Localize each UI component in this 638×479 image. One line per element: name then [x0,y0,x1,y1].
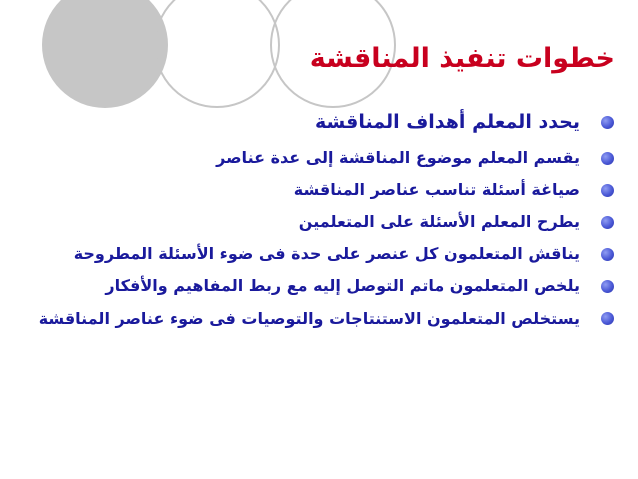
bullet-icon [601,280,614,293]
bullet-item [18,178,618,202]
bullet-icon [601,248,614,261]
bullet-text: صياغة أسئلة تناسب عناصر المناقشة [293,180,580,199]
bullet-text: يلخص المتعلمون ماتم التوصل إليه مع ربط المفاهيم والأفكار [105,276,580,295]
bullet-text: يناقش المتعلمون كل عنصر على حدة فى ضوء الأسئلة المطروحة [73,244,580,263]
bullet-item [18,306,618,331]
bullet-item [18,146,618,170]
bullet-item [18,274,618,298]
bullet-item [18,210,618,234]
bullet-list [18,108,618,339]
bullet-item [18,242,618,266]
outline-circle [155,0,279,107]
slide-title: خطوات تنفيذ المناقشة [309,43,615,74]
bullet-text: يستخلص المتعلمون الاستنتاجات والتوصيات فى ضوء عناصر المناقشة [38,309,580,328]
filled-circle [42,0,168,108]
bullet-icon [601,312,614,325]
bullet-icon [601,152,614,165]
bullet-text: يقسم المعلم موضوع المناقشة إلى عدة عناصر [216,148,580,167]
bullet-icon [601,184,614,197]
bullet-icon [601,216,614,229]
bullet-text: يطرح المعلم الأسئلة على المتعلمين [298,212,580,231]
bullet-item [18,108,618,136]
bullet-icon [601,116,614,129]
bullet-text: يحدد المعلم أهداف المناقشة [315,111,580,133]
